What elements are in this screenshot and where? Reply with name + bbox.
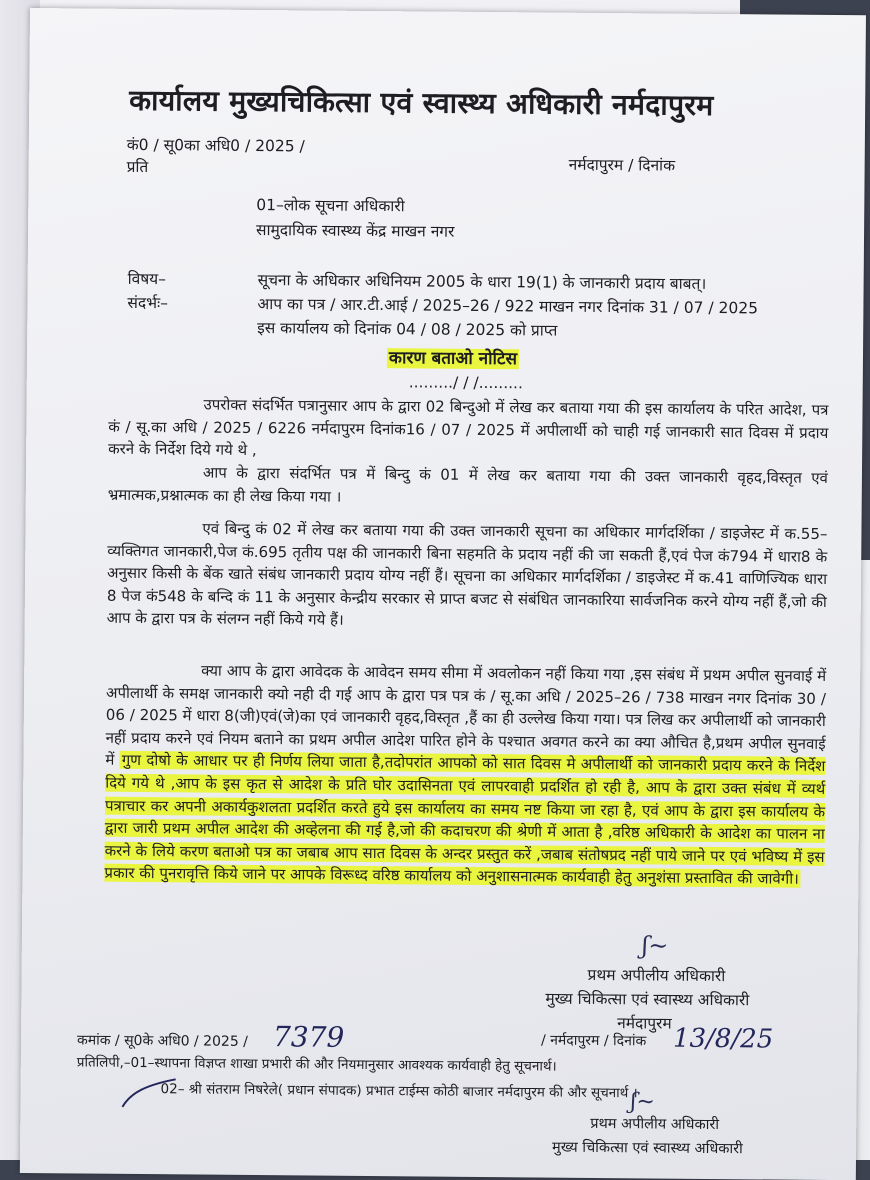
recipient-line-2: सामुदायिक स्वास्थ्य केंद्र माखन नगर bbox=[255, 220, 455, 241]
paragraph-2: आप के द्वारा संदर्भित पत्र में बिन्दु कं 01 में लेख कर बताया गया की उक्त जानकारी वृहद,विस्तृत एवं भ्रमात्मक,प्रश्नात्मक का ही लेख किया गया । bbox=[107, 463, 829, 506]
signature-2-line-2: मुख्य चिकित्सा एवं स्वास्थ्य अधिकारी bbox=[552, 1139, 743, 1158]
reference-label: संदर्भः– bbox=[127, 293, 169, 313]
signature-1-line-1: प्रथम अपीलीय अधिकारी bbox=[587, 965, 726, 986]
office-title: कार्यालय मुख्यचिकित्सा एवं स्वास्थ्य अधिकारी नर्मदापुरम bbox=[129, 83, 714, 122]
reference-number: कं0 / सू0का अधि0 / 2025 / bbox=[126, 135, 305, 156]
subject-label: विषय– bbox=[127, 269, 167, 289]
signature-mark-1: ʃ~ bbox=[641, 931, 669, 960]
copy-reference: कमांक / सू0के अधि0 / 2025 / bbox=[76, 1032, 249, 1050]
signature-1-line-2: मुख्य चिकित्सा एवं स्वास्थ्य अधिकारी bbox=[545, 989, 750, 1010]
notice-title-text: कारण बताओ नोटिस bbox=[388, 348, 518, 370]
paragraph-4 bbox=[104, 659, 826, 891]
copy-line-1: प्रतिलिपी,–01–स्थापना विज्ञप्त शाखा प्रभारी की और नियमानुसार आवश्यक कार्यवाही हेतु सूचनार्थ। bbox=[76, 1054, 557, 1075]
paragraph-4-highlight: गुण दोषो के आधार पर ही निर्णय लिया जाता है,तदोपरांत आपको को सात दिवस मे अपीलार्थी को जानकारी प्रदाय करने के निर्देश दिये गये थे ,आप के इस कृत से आदेश के प्रति घोर उदासिनता एवं लापरवाही प्रदर्शित हो रही है, आप के द्वारा उक्त संबंध में व्यर्थ पत्राचार कर अपनी अकार्यकुशलता प्रदर्शित करते हुये इस कार्यालय का समय नष्ट किया जा रहा है, एवं आप के द्वारा इस कार्यालय के द्वारा जारी प्रथम अपील आदेश की अव्हेलना की गई है,जो की कदाचरण की श्रेणी में आता है ,वरिष्ठ अधिकारी के आदेश का पालन ना करने के लिये करण बताओ पत्र का जबाब आप सात दिवस के अन्दर प्रस्तुत करें ,जबाब संतोषप्रद नहीं पाये जाने पर एवं भविष्य में इस प्रकार की पुनरावृत्ति किये जाने पर आपके विरूध्द वरिष्ठ कार्यालय को अनुशासनात्मक कार्यवाही हेतु अनुशंसा प्रस्तावित की जावेगी। bbox=[104, 751, 826, 889]
handwritten-date: 13/8/25 bbox=[672, 1023, 774, 1055]
handwritten-number: 7379 bbox=[272, 1020, 345, 1054]
signature-mark-2: ʃ~ bbox=[630, 1089, 655, 1115]
paragraph-4-plain: क्या आप के द्वारा आवेदक के आवेदन समय सीमा में अवलोकन नहीं किया गया ,इस संबंध में प्रथम अपील सुनवाई में अपीलार्थी के समक्ष जानकारी क्यो नही दी गई आप के द्वारा पत्र पत्र कं / सू.का अधि / 2025–26 / 738 माखन नगर दिनांक 30 / 06 / 2025 में धारा 8(जी)एवं(जे)का एवं जानकारी वृहद,विस्तृत ,हैं का ही उल्लेख किया गया। पत्र लिख कर अपीलार्थी को जानकारी नहीं प्रदाय करने एवं नियम बताने का प्रथम अपील आदेश पारित होने के पश्चात अवगत करने का क्या औचित है,प्रथम अपील सुनवाई में bbox=[105, 661, 827, 770]
place-date: नर्मदापुरम / दिनांक bbox=[568, 155, 676, 175]
reference-text-2: इस कार्यालय को दिनांक 04 / 08 / 2025 को प्राप्त bbox=[257, 318, 558, 340]
reference-text-1: आप का पत्र / आर.टी.आई / 2025–26 / 922 माखन नगर दिनांक 31 / 07 / 2025 bbox=[257, 294, 759, 318]
handwritten-pen-stroke bbox=[120, 1073, 180, 1114]
prati-label: प्रति bbox=[126, 157, 149, 177]
signature-2-line-1: प्रथम अपीलीय अधिकारी bbox=[590, 1115, 720, 1134]
separator: ........./ / /......... bbox=[408, 373, 524, 393]
copy-line-2: 02– श्री संतराम निषरेले( प्रधान संपादक) प्रभात टाईम्स कोठी बाजार नर्मदापुरम की और सूचनार्थ । bbox=[160, 1081, 638, 1102]
copy-place-date: / नर्मदापुरम / दिनांक bbox=[540, 1032, 647, 1050]
paragraph-3: एवं बिन्दु कं 02 में लेख कर बताया गया की उक्त जानकारी सूचना का अधिकार मार्गदर्शिका / डाइजेस्ट में क.55–व्यक्तिगत जानकारी,पेज कं.695 तृतीय पक्ष की जानकारी बिना सहमति के प्रदाय नहीं की जा सकती हैं,एवं पेज कं794 में धारा8 के अनुसार किसी के बेंक खाते संबंध जानकारी प्रदाय योग्य नहीं हैं। सूचना का अधिकार मार्गदर्शिका / डाइजेस्ट में क.41 वाणिज्यिक धारा 8 पेज कं548 के बन्दि कं 11 के अनुसार केन्द्रीय सरकार से प्राप्त बजट से संबंधित जानकारिया सार्वजनिक करने योग्य नहीं हैं,जो की आप के द्वारा पत्र के संलग्न नहीं किये गये हैं। bbox=[106, 519, 828, 630]
signature-1-line-3: नर्मदापुरम bbox=[617, 1014, 672, 1033]
subject-text: सूचना के अधिकार अधिनियम 2005 के धारा 19(1) के जानकारी प्रदाय बाबत्। bbox=[257, 270, 707, 293]
notice-title bbox=[387, 345, 519, 369]
paragraph-1: उपरोक्त संदर्भित पत्रानुसार आप के द्वारा 02 बिन्दुओ में लेख कर बताया गया की इस कार्यालय के परित आदेश, पत्र कं / सू.का अधि / 2025 / 6226 नर्मदापुरम दिनांक16 / 07 / 2025 में अपीलार्थी को चाही गई जानकारी सात दिवस में प्रदाय करने के निर्देश दिये गये थे , bbox=[108, 395, 829, 460]
recipient-line-1: 01–लोक सूचना अधिकारी bbox=[256, 195, 405, 216]
document-page bbox=[20, 8, 866, 1180]
